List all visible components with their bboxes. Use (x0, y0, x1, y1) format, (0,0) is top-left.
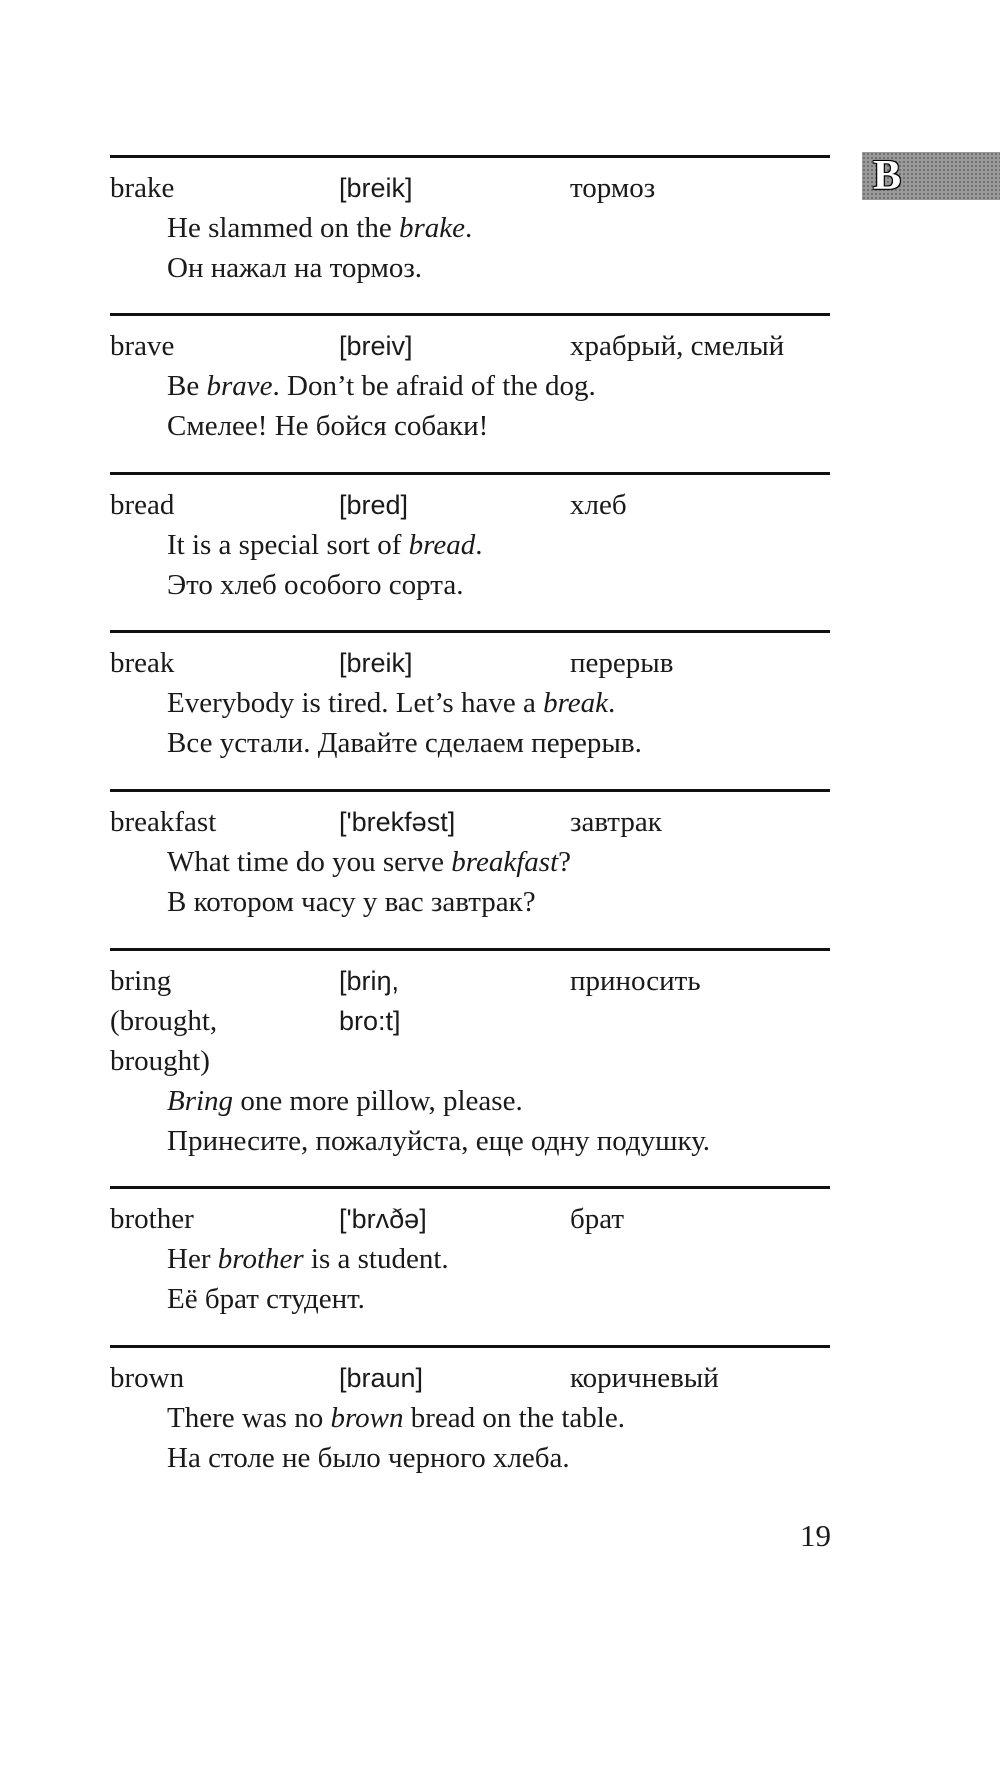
entry-pronunciation: [braun] (339, 1363, 424, 1393)
entry-translation: перерыв (570, 647, 674, 679)
dictionary-entry-brave (110, 313, 830, 446)
entry-translation: храбрый, смелый (570, 330, 785, 362)
entry-pronunciation: [breik] (339, 648, 413, 678)
entry-translation: тормоз (570, 172, 656, 204)
dictionary-entry-bread (110, 472, 830, 605)
entry-translation: брат (570, 1203, 625, 1235)
example-russian: Он нажал на тормоз. (167, 252, 423, 284)
entry-translation: хлеб (570, 489, 627, 521)
example-russian: Её брат студент. (167, 1283, 365, 1315)
dictionary-entry-brown (110, 1345, 830, 1478)
example-english: Bring one more pillow, please. (167, 1085, 523, 1117)
entry-pronunciation: [briŋ, bro:t] (339, 966, 401, 1036)
entry-translation: коричневый (570, 1362, 719, 1394)
entry-word: brother (110, 1203, 194, 1235)
example-english: What time do you serve breakfast? (167, 846, 572, 878)
dictionary-entry-bring (110, 948, 830, 1161)
example-russian: Это хлеб особого сорта. (167, 569, 464, 601)
entry-word: bring (brought, brought) (110, 965, 218, 1077)
dictionary-entry-brake (110, 155, 830, 288)
section-tab (862, 152, 1000, 200)
example-russian: На столе не было черного хлеба. (167, 1442, 570, 1474)
example-english: There was no brown bread on the table. (167, 1402, 625, 1434)
dictionary-entry-break (110, 630, 830, 763)
entry-word: break (110, 647, 175, 679)
example-russian: Смелее! Не бойся собаки! (167, 410, 489, 442)
entry-translation: приносить (570, 965, 701, 997)
entry-pronunciation: [bred] (339, 490, 409, 520)
entry-word: brave (110, 330, 175, 362)
page-number: 19 (800, 1518, 831, 1553)
example-english: Be brave. Don’t be afraid of the dog. (167, 370, 596, 402)
example-english: It is a special sort of bread. (167, 529, 483, 561)
section-letter: B (873, 153, 902, 199)
entry-pronunciation: ['brekfəst] (339, 807, 456, 837)
entry-word: bread (110, 489, 175, 521)
entry-word: brown (110, 1362, 185, 1394)
dictionary-entry-breakfast (110, 789, 830, 922)
example-english: Everybody is tired. Let’s have a break. (167, 687, 616, 719)
entry-word: breakfast (110, 806, 217, 838)
entry-pronunciation: [breiv] (339, 331, 413, 361)
entry-pronunciation: ['brʌðə] (339, 1204, 427, 1234)
example-english: He slammed on the brake. (167, 212, 473, 244)
entry-word: brake (110, 172, 175, 204)
example-russian: В котором часу у вас завтрак? (167, 886, 536, 918)
example-english: Her brother is a student. (167, 1243, 449, 1275)
entry-pronunciation: [breik] (339, 173, 413, 203)
example-russian: Принесите, пожалуйста, еще одну подушку. (167, 1125, 711, 1157)
dictionary-entry-brother (110, 1186, 830, 1319)
example-russian: Все устали. Давайте сделаем перерыв. (167, 727, 642, 759)
entry-translation: завтрак (570, 806, 662, 838)
